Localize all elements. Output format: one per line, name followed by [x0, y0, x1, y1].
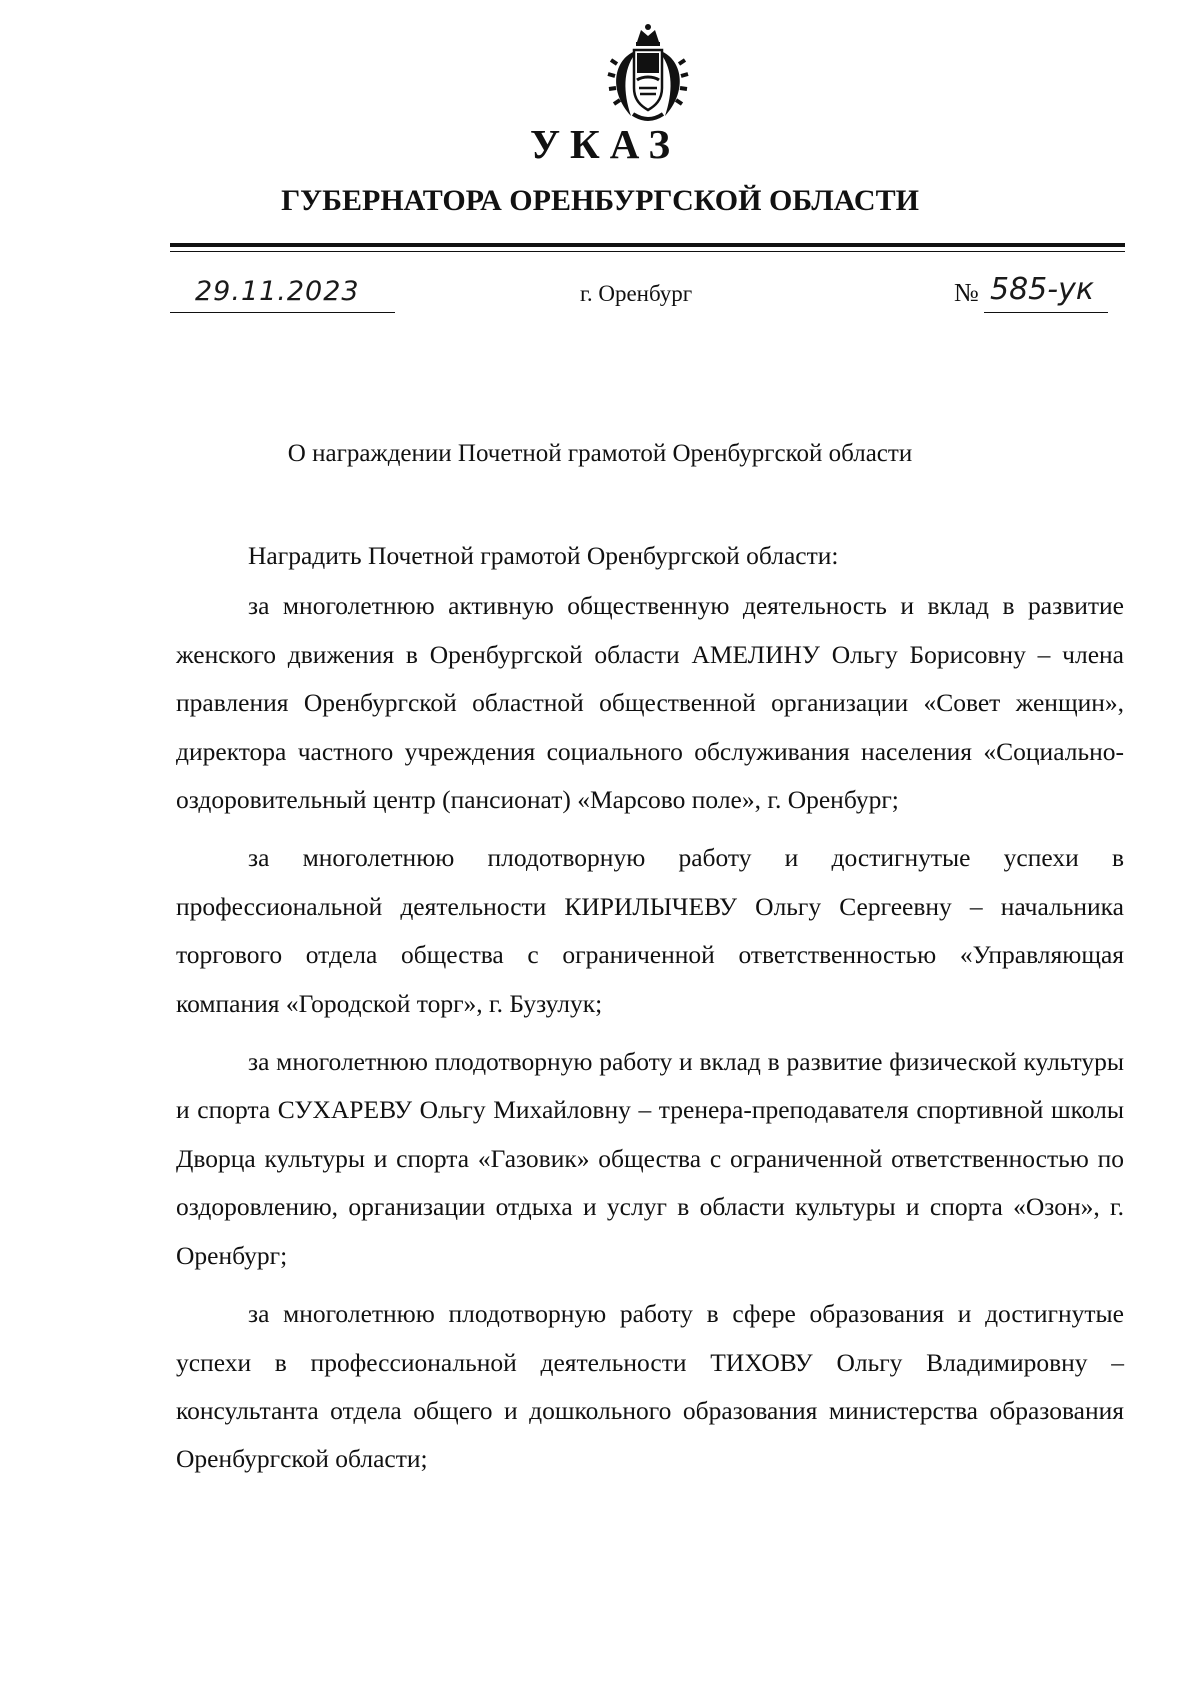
issue-city: г. Оренбург [580, 281, 693, 306]
number-underline [984, 312, 1108, 313]
decree-number: 585-ук [990, 272, 1094, 307]
date-underline [170, 312, 395, 313]
issuing-authority: ГУБЕРНАТОРА ОРЕНБУРГСКОЙ ОБЛАСТИ [281, 184, 919, 217]
document-type-title: УКАЗ [529, 121, 681, 167]
decree-body [176, 532, 1124, 1484]
header-divider-thin [170, 251, 1125, 252]
oblast-coat-of-arms-icon [603, 22, 693, 124]
number-label: № [954, 278, 979, 307]
award-paragraph: за многолетнюю плодотворную работу и достигнутые успехи в профессиональной деятельности КИРИЛЫЧЕВУ Ольгу Сергеевну – начальника торгового отдела общества с ограниченной ответственностью «Управляющая компания «Городской торг», г. Бузулук; [176, 843, 1124, 1018]
award-paragraph: за многолетнюю активную общественную деятельность и вклад в развитие женского движения в Оренбургской области АМЕЛИНУ Ольгу Борисовну – члена правления Оренбургской областной общественной организации «Совет женщин», директора частного учреждения социального обслуживания населения «Социально-оздоровительный центр (пансионат) «Марсово поле», г. Оренбург; [176, 591, 1124, 815]
award-paragraph: за многолетнюю плодотворную работу и вклад в развитие физической культуры и спорта СУХАРЕВУ Ольгу Михайловну – тренера-преподавателя спортивной школы Дворца культуры и спорта «Газовик» общества с ограниченной ответственностью по оздоровлению, организации отдыха и услуг в области культуры и спорта «Озон», г. Оренбург; [176, 1047, 1124, 1270]
decree-date: 29.11.2023 [195, 276, 360, 307]
award-paragraph: за многолетнюю плодотворную работу в сфере образования и достигнутые успехи в профессиональной деятельности ТИХОВУ Ольгу Владимировну – консультанта отдела общего и дошкольного образования министерства образования Оренбургской области; [176, 1299, 1124, 1474]
decree-heading: О награждении Почетной грамотой Оренбургской области [287, 440, 913, 467]
body-intro: Наградить Почетной грамотой Оренбургской области: [248, 541, 839, 570]
header-divider-thick [170, 243, 1125, 247]
